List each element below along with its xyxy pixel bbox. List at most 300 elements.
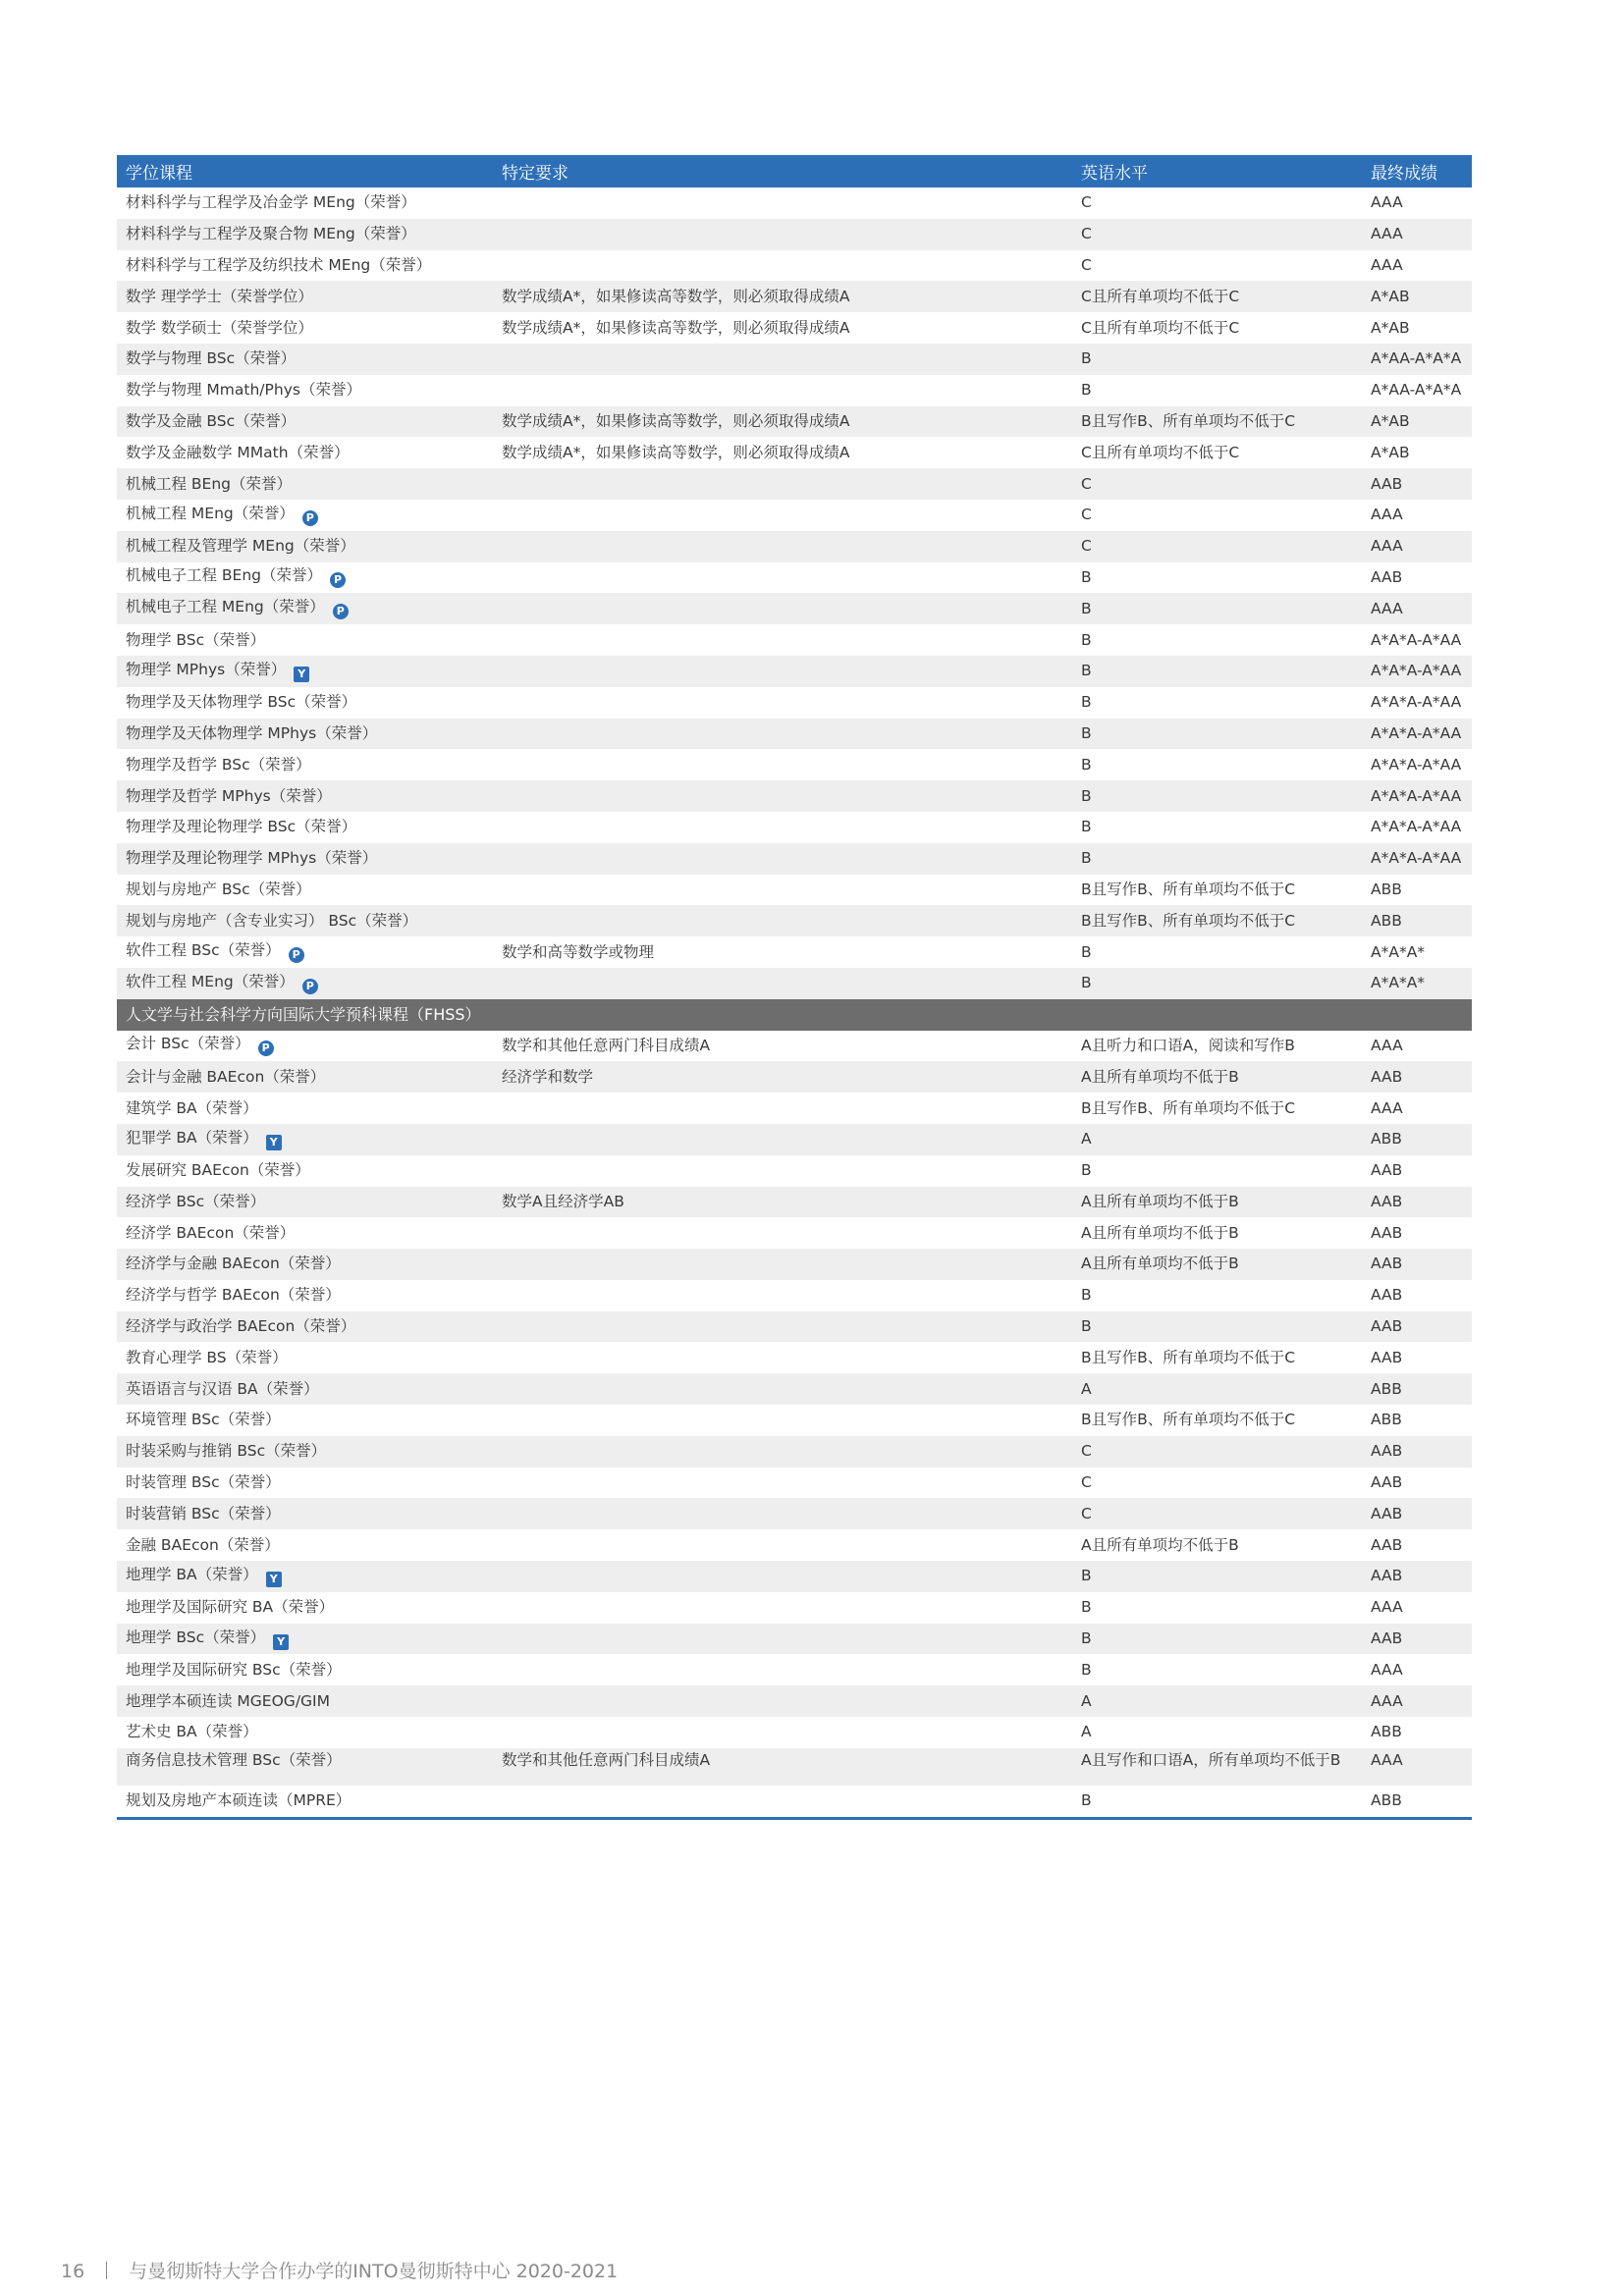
english-level-cell-text: B [1081, 786, 1092, 805]
final-grade-cell [1362, 624, 1472, 656]
course-name-cell-text: 数学与物理 Mmath/Phys（荣誉） [126, 381, 361, 400]
course-name-cell [117, 1436, 493, 1468]
specific-requirement-cell [493, 1031, 1072, 1062]
placement-p-icon: P [333, 604, 349, 619]
course-name-cell-text: 机械工程 BEng（荣誉） [126, 474, 293, 493]
table-row [117, 593, 1472, 624]
final-grade-cell-text: ABB [1371, 1130, 1402, 1148]
specific-requirement-cell-text: 数学成绩A*，如果修读高等数学，则必须取得成绩A [502, 287, 850, 305]
course-name-cell-text: 地理学 BSc（荣誉） [126, 1628, 266, 1646]
table-row [117, 780, 1472, 812]
final-grade-cell-text: A*A*A-A*AA [1371, 723, 1462, 742]
english-level-cell-text: A且写作和口语A，所有单项均不低于B [1081, 1750, 1341, 1769]
table-row [117, 1280, 1472, 1311]
english-level-cell [1072, 1529, 1362, 1561]
english-level-cell [1072, 1498, 1362, 1529]
specific-requirement-cell [493, 1280, 1072, 1311]
specific-requirement-cell [493, 1786, 1072, 1817]
english-level-cell-text: C [1081, 506, 1092, 524]
specific-requirement-cell [493, 812, 1072, 843]
english-level-cell-text: B [1081, 942, 1092, 961]
english-level-cell-text: A [1081, 1723, 1092, 1741]
final-grade-cell [1362, 312, 1472, 344]
placement-p-icon: P [302, 510, 318, 526]
course-name-cell-text: 数学 数学硕士（荣誉学位） [126, 318, 313, 337]
course-name-cell [117, 437, 493, 468]
final-grade-cell-text: AAB [1371, 1442, 1403, 1461]
course-name-cell [117, 593, 493, 624]
english-level-cell [1072, 1786, 1362, 1817]
course-name-cell [117, 1561, 493, 1592]
specific-requirement-cell [493, 312, 1072, 344]
year-abroad-y-icon: Y [294, 667, 309, 682]
final-grade-cell [1362, 375, 1472, 406]
course-name-cell [117, 1187, 493, 1218]
final-grade-cell-text: AAA [1371, 1598, 1403, 1617]
course-name-cell-text: 物理学及哲学 MPhys（荣誉） [126, 786, 332, 805]
course-name-cell-text: 机械工程 MEng（荣誉） [126, 504, 295, 522]
table-row [117, 1217, 1472, 1249]
specific-requirement-cell [493, 1061, 1072, 1093]
final-grade-cell [1362, 406, 1472, 438]
year-abroad-y-icon: Y [266, 1572, 282, 1587]
table-row [117, 1155, 1472, 1187]
footer-title: 与曼彻斯特大学合作办学的INTO曼彻斯特中心 2020-2021 [129, 2261, 619, 2282]
english-level-cell [1072, 687, 1362, 719]
english-level-cell-text: B [1081, 662, 1092, 680]
course-name-cell [117, 843, 493, 875]
table-row [117, 344, 1472, 375]
english-level-cell [1072, 1061, 1362, 1093]
final-grade-cell-text: A*AB [1371, 287, 1410, 305]
table-row [117, 1786, 1472, 1817]
specific-requirement-cell [493, 187, 1072, 219]
english-level-cell [1072, 1280, 1362, 1311]
table-row [117, 936, 1472, 968]
table-row [117, 437, 1472, 468]
final-grade-cell-text: A*A*A* [1371, 974, 1426, 992]
english-level-cell [1072, 843, 1362, 875]
specific-requirement-cell [493, 687, 1072, 719]
final-grade-cell-text: ABB [1371, 911, 1402, 930]
specific-requirement-cell [493, 780, 1072, 812]
final-grade-cell [1362, 1529, 1472, 1561]
final-grade-cell-text: AAA [1371, 193, 1403, 212]
english-level-cell [1072, 1217, 1362, 1249]
course-name-cell [117, 1093, 493, 1124]
final-grade-cell-text: A*A*A-A*AA [1371, 693, 1462, 712]
specific-requirement-cell [493, 375, 1072, 406]
english-level-cell-text: C [1081, 1473, 1092, 1492]
final-grade-cell [1362, 656, 1472, 687]
specific-requirement-cell [493, 1436, 1072, 1468]
specific-requirement-cell-text: 经济学和数学 [502, 1067, 594, 1086]
final-grade-cell-text: AAB [1371, 1223, 1403, 1242]
year-abroad-y-icon: Y [266, 1135, 282, 1150]
course-name-cell [117, 406, 493, 438]
specific-requirement-cell [493, 1468, 1072, 1499]
course-name-cell [117, 531, 493, 562]
placement-p-icon: P [258, 1041, 274, 1056]
course-name-cell-text: 时装采购与推销 BSc（荣誉） [126, 1442, 327, 1461]
course-name-cell-text: 环境管理 BSc（荣誉） [126, 1411, 281, 1429]
table-row [117, 905, 1472, 936]
specific-requirement-cell-text: 数学和高等数学或物理 [502, 942, 655, 961]
english-level-cell-text: B [1081, 818, 1092, 836]
course-name-cell-text: 材料科学与工程学及冶金学 MEng（荣誉） [126, 193, 416, 212]
final-grade-cell-text: A*AB [1371, 443, 1410, 461]
course-name-cell-text: 商务信息技术管理 BSc（荣誉） [126, 1750, 342, 1769]
english-level-cell [1072, 875, 1362, 906]
english-level-cell-text: A且所有单项均不低于B [1081, 1255, 1239, 1273]
english-level-cell-text: A且所有单项均不低于B [1081, 1223, 1239, 1242]
course-name-cell-text: 物理学 MPhys（荣誉） [126, 660, 287, 678]
table-row [117, 1093, 1472, 1124]
final-grade-cell-text: AAA [1371, 599, 1403, 617]
final-grade-cell-text: A*A*A-A*AA [1371, 849, 1462, 868]
specific-requirement-cell [493, 1155, 1072, 1187]
final-grade-cell-text: AAA [1371, 1660, 1403, 1679]
final-grade-cell-text: A*AA-A*A*A [1371, 349, 1462, 368]
english-level-cell [1072, 1031, 1362, 1062]
english-level-cell-text: A [1081, 1379, 1092, 1398]
table-row [117, 1342, 1472, 1373]
course-name-cell [117, 375, 493, 406]
english-level-cell-text: A [1081, 1130, 1092, 1148]
final-grade-cell [1362, 1405, 1472, 1436]
table-row [117, 1529, 1472, 1561]
course-name-cell [117, 312, 493, 344]
english-level-cell-text: B [1081, 1567, 1092, 1585]
specific-requirement-cell [493, 437, 1072, 468]
table-row [117, 531, 1472, 562]
table-row [117, 687, 1472, 719]
english-level-cell-text: A且听力和口语A，阅读和写作B [1081, 1036, 1295, 1054]
header-course: 学位课程 [117, 155, 493, 187]
course-name-cell-text: 艺术史 BA（荣誉） [126, 1723, 258, 1741]
year-abroad-y-icon: Y [273, 1634, 289, 1650]
final-grade-cell [1362, 1093, 1472, 1124]
final-grade-cell [1362, 1592, 1472, 1624]
final-grade-cell [1362, 1124, 1472, 1155]
table-row [117, 1624, 1472, 1655]
specific-requirement-cell-text: 数学A且经济学AB [502, 1192, 624, 1210]
final-grade-cell-text: AAB [1371, 1504, 1403, 1522]
final-grade-cell-text: AAB [1371, 1473, 1403, 1492]
final-grade-cell-text: A*A*A-A*AA [1371, 755, 1462, 774]
english-level-cell [1072, 1249, 1362, 1280]
english-level-cell-text: B且写作B、所有单项均不低于C [1081, 1348, 1296, 1366]
final-grade-cell [1362, 1155, 1472, 1187]
english-level-cell [1072, 1155, 1362, 1187]
english-level-cell-text: B [1081, 1161, 1092, 1180]
course-name-cell [117, 1405, 493, 1436]
english-level-cell-text: C且所有单项均不低于C [1081, 318, 1240, 337]
page-number: 16 [61, 2261, 85, 2282]
final-grade-cell-text: ABB [1371, 880, 1402, 898]
table-section-fhss [117, 999, 1472, 1031]
course-name-cell [117, 500, 493, 531]
course-name-cell [117, 1498, 493, 1529]
final-grade-cell-text: A*A*A-A*AA [1371, 662, 1462, 680]
english-level-cell [1072, 1124, 1362, 1155]
table-row [117, 1187, 1472, 1218]
final-grade-cell [1362, 780, 1472, 812]
specific-requirement-cell [493, 344, 1072, 375]
course-name-cell [117, 1624, 493, 1655]
english-level-cell-text: B且写作B、所有单项均不低于C [1081, 1411, 1296, 1429]
course-requirements-table-wrapper [117, 155, 1472, 1820]
english-level-cell-text: B且写作B、所有单项均不低于C [1081, 911, 1296, 930]
final-grade-cell-text: A*AB [1371, 318, 1410, 337]
english-level-cell [1072, 812, 1362, 843]
table-row [117, 1592, 1472, 1624]
english-level-cell-text: C且所有单项均不低于C [1081, 443, 1240, 461]
course-name-cell-text: 物理学及理论物理学 MPhys（荣誉） [126, 849, 378, 868]
table-row [117, 250, 1472, 282]
specific-requirement-cell-text: 数学成绩A*，如果修读高等数学，则必须取得成绩A [502, 318, 850, 337]
course-name-cell-text: 经济学 BSc（荣誉） [126, 1192, 266, 1210]
specific-requirement-cell [493, 719, 1072, 750]
final-grade-cell-text: ABB [1371, 1411, 1402, 1429]
table-body-fhss [117, 1031, 1472, 1817]
specific-requirement-cell [493, 1685, 1072, 1717]
specific-requirement-cell-text: 数学和其他任意两门科目成绩A [502, 1750, 711, 1769]
footer-divider [106, 2262, 107, 2279]
course-name-cell [117, 968, 493, 999]
english-level-cell-text: B [1081, 1791, 1092, 1810]
english-level-cell-text: B [1081, 755, 1092, 774]
specific-requirement-cell [493, 1529, 1072, 1561]
course-name-cell [117, 1249, 493, 1280]
placement-p-icon: P [289, 947, 304, 963]
english-level-cell [1072, 593, 1362, 624]
course-name-cell-text: 地理学及国际研究 BA（荣誉） [126, 1598, 335, 1617]
table-row [117, 812, 1472, 843]
table-row [117, 1498, 1472, 1529]
english-level-cell [1072, 187, 1362, 219]
final-grade-cell [1362, 1654, 1472, 1685]
final-grade-cell-text: AAA [1371, 1098, 1403, 1117]
specific-requirement-cell [493, 531, 1072, 562]
course-name-cell [117, 1373, 493, 1405]
course-name-cell-text: 材料科学与工程学及纺织技术 MEng（荣誉） [126, 255, 432, 274]
english-level-cell-text: C [1081, 193, 1092, 212]
specific-requirement-cell [493, 843, 1072, 875]
english-level-cell-text: C [1081, 1442, 1092, 1461]
final-grade-cell [1362, 1031, 1472, 1062]
final-grade-cell [1362, 1685, 1472, 1717]
table-row [117, 1373, 1472, 1405]
english-level-cell [1072, 312, 1362, 344]
final-grade-cell [1362, 562, 1472, 594]
table-row [117, 468, 1472, 500]
final-grade-cell-text: A*AA-A*A*A [1371, 381, 1462, 400]
final-grade-cell [1362, 1717, 1472, 1748]
course-name-cell [117, 905, 493, 936]
english-level-cell [1072, 1685, 1362, 1717]
final-grade-cell-text: ABB [1371, 1791, 1402, 1810]
final-grade-cell [1362, 1561, 1472, 1592]
english-level-cell-text: C [1081, 255, 1092, 274]
course-name-cell-text: 物理学及理论物理学 BSc（荣誉） [126, 818, 357, 836]
english-level-cell-text: B [1081, 567, 1092, 586]
english-level-cell-text: B [1081, 630, 1092, 649]
course-name-cell-text: 物理学及哲学 BSc（荣誉） [126, 755, 311, 774]
final-grade-cell [1362, 1061, 1472, 1093]
english-level-cell [1072, 968, 1362, 999]
english-level-cell [1072, 375, 1362, 406]
course-name-cell [117, 1031, 493, 1062]
final-grade-cell [1362, 437, 1472, 468]
header-specific-requirements: 特定要求 [493, 155, 1072, 187]
page-footer [61, 2257, 618, 2283]
final-grade-cell-text: AAA [1371, 537, 1403, 556]
english-level-cell [1072, 1717, 1362, 1748]
final-grade-cell [1362, 1748, 1472, 1786]
course-name-cell-text: 机械工程及管理学 MEng（荣誉） [126, 537, 355, 556]
course-name-cell-text: 物理学 BSc（荣誉） [126, 630, 266, 649]
english-level-cell [1072, 905, 1362, 936]
course-name-cell-text: 发展研究 BAEcon（荣誉） [126, 1161, 310, 1180]
course-name-cell-text: 经济学与政治学 BAEcon（荣誉） [126, 1317, 356, 1336]
table-row [117, 1405, 1472, 1436]
english-level-cell [1072, 531, 1362, 562]
course-name-cell [117, 1717, 493, 1748]
table-row [117, 968, 1472, 999]
course-name-cell-text: 数学 理学学士（荣誉学位） [126, 287, 313, 305]
final-grade-cell [1362, 531, 1472, 562]
english-level-cell-text: B [1081, 693, 1092, 712]
specific-requirement-cell [493, 968, 1072, 999]
course-name-cell [117, 1155, 493, 1187]
english-level-cell-text: B且写作B、所有单项均不低于C [1081, 411, 1296, 430]
table-row [117, 1717, 1472, 1748]
specific-requirement-cell [493, 593, 1072, 624]
english-level-cell [1072, 1373, 1362, 1405]
english-level-cell-text: B [1081, 1317, 1092, 1336]
english-level-cell [1072, 1311, 1362, 1343]
course-name-cell-text: 规划与房地产 BSc（荣誉） [126, 880, 311, 898]
specific-requirement-cell-text: 数学成绩A*，如果修读高等数学，则必须取得成绩A [502, 443, 850, 461]
final-grade-cell-text: AAA [1371, 506, 1403, 524]
course-name-cell [117, 187, 493, 219]
specific-requirement-cell [493, 250, 1072, 282]
final-grade-cell [1362, 1311, 1472, 1343]
course-name-cell [117, 780, 493, 812]
course-name-cell [117, 344, 493, 375]
table-row [117, 843, 1472, 875]
specific-requirement-cell [493, 1217, 1072, 1249]
placement-p-icon: P [302, 979, 318, 994]
course-requirements-table [117, 155, 1472, 1817]
specific-requirement-cell [493, 562, 1072, 594]
english-level-cell-text: B [1081, 974, 1092, 992]
final-grade-cell-text: AAB [1371, 474, 1403, 493]
header-english-level: 英语水平 [1072, 155, 1362, 187]
table-row [117, 312, 1472, 344]
final-grade-cell-text: AAB [1371, 1161, 1403, 1180]
english-level-cell-text: A且所有单项均不低于B [1081, 1535, 1239, 1554]
final-grade-cell-text: AAB [1371, 1317, 1403, 1336]
course-name-cell [117, 1061, 493, 1093]
specific-requirement-cell [493, 1373, 1072, 1405]
final-grade-cell [1362, 1373, 1472, 1405]
english-level-cell [1072, 1654, 1362, 1685]
course-name-cell [117, 1311, 493, 1343]
course-name-cell-text: 教育心理学 BS（荣誉） [126, 1348, 288, 1366]
english-level-cell [1072, 1561, 1362, 1592]
course-name-cell [117, 936, 493, 968]
section-title: 人文学与社会科学方向国际大学预科课程（FHSS） [117, 999, 1472, 1031]
table-row [117, 562, 1472, 594]
table-row [117, 1124, 1472, 1155]
specific-requirement-cell [493, 905, 1072, 936]
specific-requirement-cell [493, 1249, 1072, 1280]
table-row [117, 1436, 1472, 1468]
final-grade-cell [1362, 1786, 1472, 1817]
final-grade-cell-text: AAB [1371, 1192, 1403, 1210]
course-name-cell [117, 749, 493, 780]
english-level-cell-text: A [1081, 1691, 1092, 1710]
english-level-cell [1072, 1624, 1362, 1655]
specific-requirement-cell [493, 1624, 1072, 1655]
final-grade-cell-text: AAA [1371, 255, 1403, 274]
course-name-cell [117, 1654, 493, 1685]
course-name-cell [117, 1124, 493, 1155]
course-name-cell-text: 地理学及国际研究 BSc（荣誉） [126, 1660, 342, 1679]
course-name-cell-text: 材料科学与工程学及聚合物 MEng（荣誉） [126, 225, 416, 243]
specific-requirement-cell [493, 1748, 1072, 1786]
english-level-cell-text: C [1081, 1504, 1092, 1522]
english-level-cell [1072, 562, 1362, 594]
specific-requirement-cell [493, 749, 1072, 780]
english-level-cell [1072, 1436, 1362, 1468]
course-name-cell-text: 经济学与哲学 BAEcon（荣誉） [126, 1286, 341, 1305]
specific-requirement-cell [493, 1405, 1072, 1436]
final-grade-cell [1362, 968, 1472, 999]
final-grade-cell-text: AAB [1371, 1567, 1403, 1585]
final-grade-cell [1362, 1249, 1472, 1280]
english-level-cell [1072, 219, 1362, 250]
table-row [117, 500, 1472, 531]
english-level-cell-text: B [1081, 1598, 1092, 1617]
final-grade-cell-text: A*AB [1371, 411, 1410, 430]
course-name-cell-text: 规划与房地产（含专业实习） BSc（荣誉） [126, 911, 418, 930]
english-level-cell [1072, 344, 1362, 375]
final-grade-cell [1362, 187, 1472, 219]
header-final-grade: 最终成绩 [1362, 155, 1472, 187]
course-name-cell [117, 1685, 493, 1717]
course-name-cell-text: 数学及金融数学 MMath（荣誉） [126, 443, 350, 461]
specific-requirement-cell [493, 406, 1072, 438]
final-grade-cell [1362, 1217, 1472, 1249]
table-body-engineering [117, 187, 1472, 999]
table-row [117, 406, 1472, 438]
english-level-cell [1072, 1342, 1362, 1373]
english-level-cell [1072, 437, 1362, 468]
english-level-cell [1072, 936, 1362, 968]
specific-requirement-cell [493, 624, 1072, 656]
table-row [117, 1031, 1472, 1062]
course-name-cell-text: 时装营销 BSc（荣誉） [126, 1504, 281, 1522]
final-grade-cell-text: A*A*A-A*AA [1371, 786, 1462, 805]
english-level-cell [1072, 406, 1362, 438]
course-name-cell-text: 数学与物理 BSc（荣誉） [126, 349, 297, 368]
final-grade-cell-text: AAA [1371, 1036, 1403, 1054]
table-row [117, 1468, 1472, 1499]
final-grade-cell [1362, 905, 1472, 936]
